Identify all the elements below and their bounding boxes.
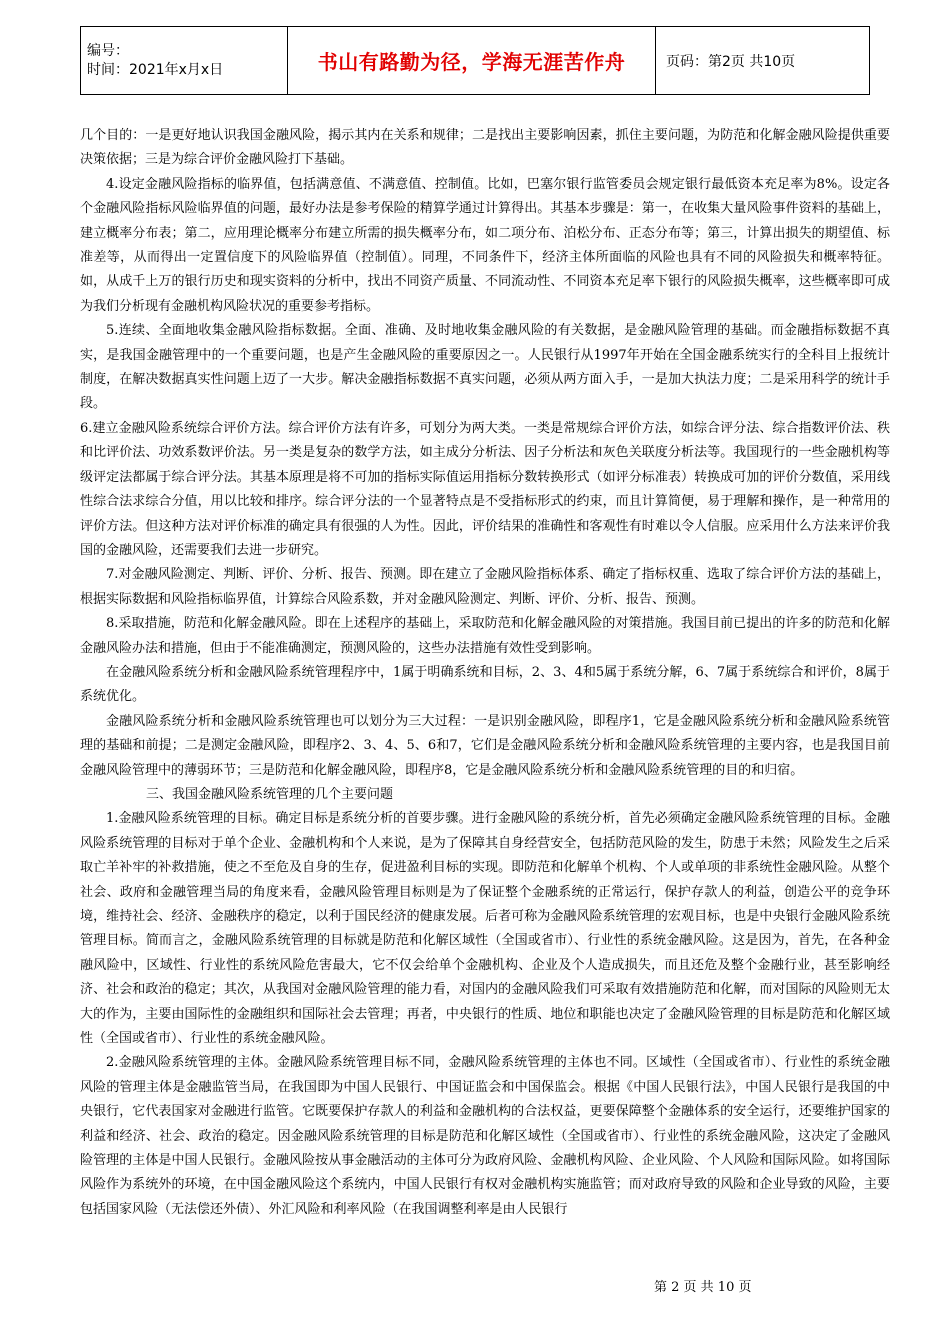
page-footer: 第 2 页 共 10 页 [654, 1280, 752, 1295]
document-body [80, 124, 890, 1222]
body-paragraph: 几个目的：一是更好地认识我国金融风险，揭示其内在关系和规律；二是找出主要影响因素，抓住主要问题，为防范和化解金融风险提供重要决策依据；三是为综合评价金融风险打下基础。 [80, 128, 890, 168]
header-motto: 书山有路勤为径，学海无涯苦作舟 [317, 50, 626, 74]
document-time-label: 时间：2021年x月x日 [87, 61, 224, 78]
body-paragraph: 金融风险系统分析和金融风险系统管理也可以划分为三大过程：一是识别金融风险，即程序1，它是金融风险系统分析和金融风险系统管理的基础和前提；二是测定金融风险，即程序2、3、4、5、6和7，它们是金融风险系统分析和金融风险系统管理的主要内容，也是我国目前金融风险管理中的薄弱环节；三是防范和化解金融风险，即程序8，它是金融风险系统分析和金融风险系统管理的目的和归宿。 [80, 713, 890, 778]
body-paragraph: 1.金融风险系统管理的目标。确定目标是系统分析的首要步骤。进行金融风险的系统分析，首先必须确定金融风险系统管理的目标。金融风险系统管理的目标对于单个企业、金融机构和个人来说，是为了保障其自身经营安全，包括防范风险的发生，防患于未然；风险发生之后采取亡羊补牢的补救措施，使之不至危及自身的生存，促进盈利目标的实现。即防范和化解单个机构、个人或单项的非系统性金融风险。从整个社会、政府和金融管理当局的角度来看，金融风险管理目标则是为了保证整个金融系统的正常运行，保护存款人的利益，创造公平的竞争环境，维持社会、经济、金融秩序的稳定，以利于国民经济的健康发展。后者可称为金融风险系统管理的宏观目标，也是中央银行金融风险系统管理目标。简而言之，金融风险系统管理的目标就是防范和化解区域性（全国或省市）、行业性的系统金融风险。这是因为，首先，在各种金融风险中，区域性、行业性的系统风险危害最大，它不仅会给单个金融机构、企业及个人造成损失，而且还危及整个金融行业，甚至影响经济、社会和政治的稳定；其次，从我国对金融风险管理的能力看，对国内的金融风险我们可采取有效措施防范和化解，而对国际的风险则无太大的作为，主要由国际性的金融组织和国际社会去管理；再者，中央银行的性质、地位和职能也决定了金融风险管理的目标是防范和化解区域性（全国或省市）、行业性的系统金融风险。 [80, 811, 890, 1047]
body-paragraph: 5.连续、全面地收集金融风险指标数据。全面、准确、及时地收集金融风险的有关数据，是金融风险管理的基础。而金融指标数据不真实，是我国金融管理中的一个重要问题，也是产生金融风险的重要原因之一。人民银行从1997年开始在全国金融系统实行的全科目上报统计制度，在解决数据真实性问题上迈了一大步。解决金融指标数据不真实问题，必须从两方面入手，一是加大执法力度；二是采用科学的统计手段。 [80, 323, 890, 412]
body-paragraph: 6.建立金融风险系统综合评价方法。综合评价方法有许多，可划分为两大类。一类是常规综合评价方法，如综合评分法、综合指数评价法、秩和比评价法、功效系数评价法。另一类是复杂的数学方法，如主成分分析法、因子分析法和灰色关联度分析法等。我国现行的一些金融机构等级评定法都属于综合评分法。其基本原理是将不可加的指标实际值运用指标分数转换形式（如评分标准表）转换成可加的评价分数值，采用线性综合法求综合分值，用以比较和排序。综合评分法的一个显著特点是不受指标形式的约束，而且计算简便，易于理解和操作，是一种常用的评价方法。但这种方法对评价标准的确定具有很强的人为性。因此，评价结果的准确性和客观性有时难以令人信服。应采用什么方法来评价我国的金融风险，还需要我们去进一步研究。 [80, 420, 890, 558]
body-paragraph: 2.金融风险系统管理的主体。金融风险系统管理目标不同，金融风险系统管理的主体也不同。区域性（全国或省市）、行业性的系统金融风险的管理主体是金融监管当局，在我国即为中国人民银行、中国证监会和中国保监会。根据《中国人民银行法》，中国人民银行是我国的中央银行，它代表国家对金融进行监管。它既要保护存款人的利益和金融机构的合法权益，更要保障整个金融体系的安全运行，还要维护国家的利益和经济、社会、政治的稳定。因金融风险系统管理的目标是防范和化解区域性（全国或省市）、行业性的系统金融风险，这决定了金融风险管理的主体是中国人民银行。金融风险按从事金融活动的主体可分为政府风险、金融机构风险、企业风险、个人风险和国际风险。如将国际风险作为系统外的环境，在中国金融风险这个系统内，中国人民银行有权对金融机构实施监管；而对政府导致的风险和企业导致的风险，主要包括国家风险（无法偿还外债）、外汇风险和利率风险（在我国调整利率是由人民银行 [80, 1055, 890, 1217]
page-header [80, 26, 870, 95]
header-meta-cell [81, 27, 288, 95]
body-paragraph: 8.采取措施，防范和化解金融风险。即在上述程序的基础上，采取防范和化解金融风险的对策措施。我国目前已提出的许多的防范和化解金融风险办法和措施，但由于不能准确测定，预测风险的，这些办法措施有效性受到影响。 [80, 616, 890, 656]
body-paragraph: 7.对金融风险测定、判断、评价、分析、报告、预测。即在建立了金融风险指标体系、确定了指标权重、选取了综合评价方法的基础上，根据实际数据和风险指标临界值，计算综合风险系数，并对金融风险测定、判断、评价、分析、报告、预测。 [80, 567, 890, 607]
header-page-cell [656, 27, 870, 95]
document-number-label: 编号： [87, 42, 129, 59]
section-heading: 三、我国金融风险系统管理的几个主要问题 [146, 786, 394, 802]
header-motto-cell [288, 27, 656, 95]
body-paragraph: 4.设定金融风险指标的临界值，包括满意值、不满意值、控制值。比如，巴塞尔银行监管委员会规定银行最低资本充足率为8%。设定各个金融风险指标风险临界值的问题，最好办法是参考保险的精算学通过计算得出。其基本步骤是：第一，在收集大量风险事件资料的基础上，建立概率分布表；第二，应用理论概率分布建立所需的损失概率分布，如二项分布、泊松分布、正态分布等；第三，计算出损失的期望值、标准差等，从而得出一定置信度下的风险临界值（控制值）。同理，不同条件下，经济主体所面临的风险也具有不同的风险损失和概率特征。如，从成千上万的银行历史和现实资料的分析中，找出不同资产质量、不同流动性、不同资本充足率下银行的风险损失概率，这些概率即可成为我们分析现有金融机构风险状况的重要参考指标。 [80, 176, 890, 314]
header-page-info: 页码：第2页 共10页 [666, 53, 796, 70]
body-paragraph: 在金融风险系统分析和金融风险系统管理程序中，1属于明确系统和目标，2、3、4和5属于系统分解，6、7属于系统综合和评价，8属于系统优化。 [80, 664, 890, 705]
